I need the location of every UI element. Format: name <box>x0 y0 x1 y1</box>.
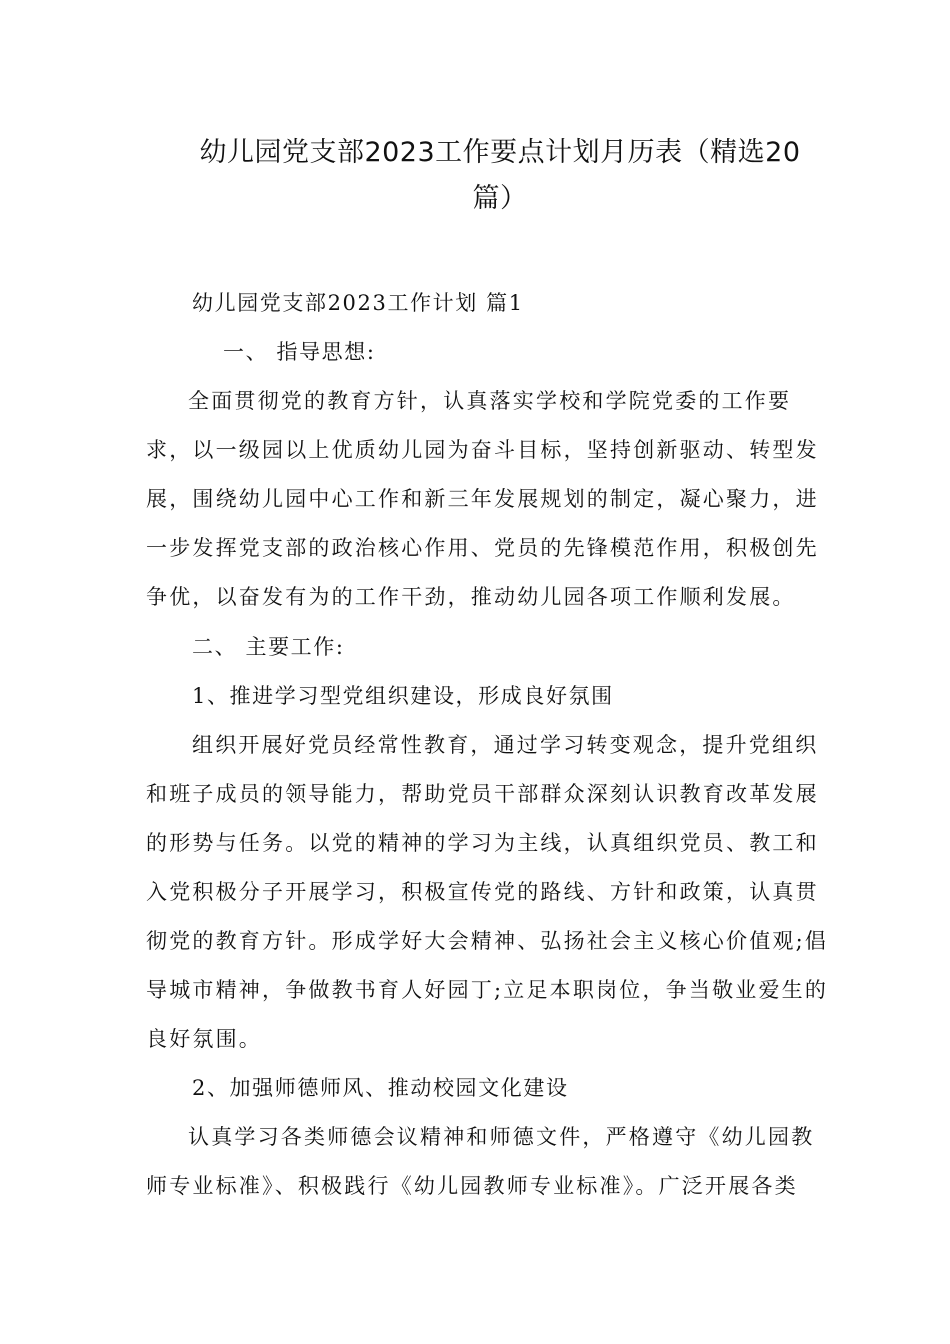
section-2-heading: 二、 主要工作: <box>192 635 345 659</box>
item-1-heading: 1、推进学习型党组织建设，形成良好氛围 <box>192 684 614 708</box>
item-1-paragraph-line: 入党积极分子开展学习，积极宣传党的路线、方针和政策，认真贯 <box>146 880 819 904</box>
section-1-paragraph-line: 一步发挥党支部的政治核心作用、党员的先锋模范作用，积极创先 <box>146 536 819 560</box>
item-1-paragraph-line: 良好氛围。 <box>146 1027 262 1051</box>
item-2-paragraph-line: 认真学习各类师德会议精神和师德文件，严格遵守《幼儿园教 <box>188 1125 815 1149</box>
item-2-paragraph-line: 师专业标准》、积极践行《幼儿园教师专业标准》。广泛开展各类 <box>146 1174 798 1198</box>
article-heading: 幼儿园党支部2023工作计划 篇1 <box>192 291 524 315</box>
section-1-paragraph-line: 展，围绕幼儿园中心工作和新三年发展规划的制定，凝心聚力，进 <box>146 487 819 511</box>
item-1-paragraph-line: 组织开展好党员经常性教育，通过学习转变观念，提升党组织 <box>192 733 819 757</box>
document-title-line-2: 篇） <box>472 183 528 214</box>
item-1-paragraph-line: 和班子成员的领导能力，帮助党员干部群众深刻认识教育改革发展 <box>146 782 819 806</box>
section-1-paragraph-line: 全面贯彻党的教育方针，认真落实学校和学院党委的工作要 <box>188 389 792 413</box>
item-1-paragraph-line: 的形势与任务。以党的精神的学习为主线，认真组织党员、教工和 <box>146 831 819 855</box>
section-1-heading: 一、 指导思想: <box>223 340 376 364</box>
item-2-heading: 2、加强师德师风、推动校园文化建设 <box>192 1076 569 1100</box>
section-1-paragraph-line: 争优，以奋发有为的工作干劲，推动幼儿园各项工作顺利发展。 <box>146 585 796 609</box>
section-1-paragraph-line: 求，以一级园以上优质幼儿园为奋斗目标，坚持创新驱动、转型发 <box>146 438 819 462</box>
document-title-line-1: 幼儿园党支部2023工作要点计划月历表（精选20 <box>199 137 801 168</box>
item-1-paragraph-line: 彻党的教育方针。形成学好大会精神、弘扬社会主义核心价值观;倡 <box>146 929 829 953</box>
item-1-paragraph-line: 导城市精神，争做教书育人好园丁;立足本职岗位，争当敬业爱生的 <box>146 978 829 1002</box>
